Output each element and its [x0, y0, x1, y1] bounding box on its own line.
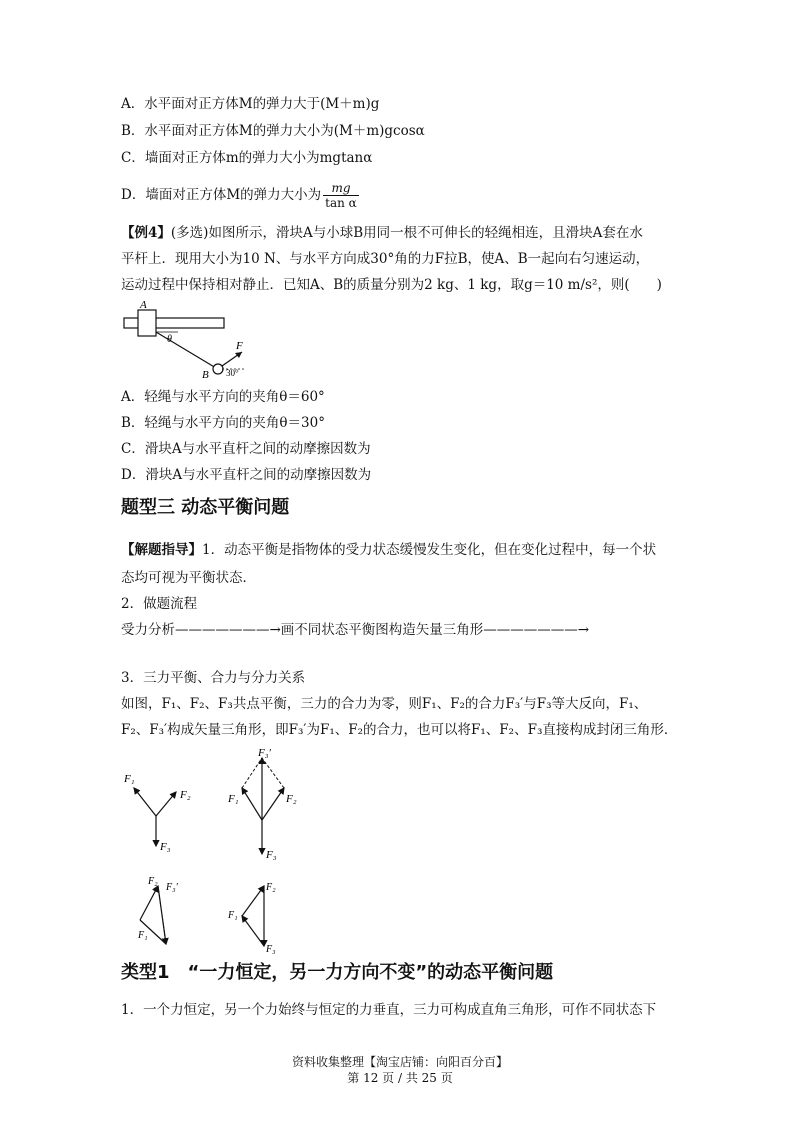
- label-f: F: [236, 340, 243, 352]
- fig3-label-f3p: F₃′: [166, 882, 178, 893]
- para1: 如图，F₁、F₂、F₃共点平衡，三力的合力为零，则F₁、F₂的合力F₃′与F₃等大反向，F₁、: [121, 696, 648, 712]
- example4-line2: 平杆上．现用大小为10 N、与水平方向成30°角的力F拉B，使A、B一起向右匀速运动，: [121, 251, 650, 267]
- vector-triangle-figure: [130, 872, 210, 954]
- label-theta: θ: [167, 334, 172, 345]
- guide-line2: 态均可视为平衡状态．: [121, 570, 256, 586]
- example4-line3: 运动过程中保持相对静止．已知A、B的质量分别为2 kg、1 kg，取g＝10 m/s²，则( ): [121, 277, 662, 293]
- example4-figure: [118, 296, 258, 384]
- fig1-label-f2: F₂: [180, 789, 191, 801]
- type1-line1: 1．一个力恒定，另一个力始终与恒定的力垂直，三力可构成直角三角形，可作不同状态下: [121, 1002, 657, 1018]
- closed-triangle-figure: [226, 874, 306, 956]
- step3: 3．三力平衡、合力与分力关系: [121, 670, 306, 686]
- resultant-figure: [222, 746, 322, 866]
- section-heading: 题型三 动态平衡问题: [121, 497, 290, 518]
- label-a: A: [140, 299, 147, 311]
- example4-tag: 【例4】: [121, 225, 171, 241]
- step2: 2．做题流程: [121, 596, 198, 612]
- page-number: 第 12 页 / 共 25 页: [347, 1071, 453, 1085]
- fig3-label-f2: F₂: [148, 876, 158, 887]
- fig4-label-f1: F₁: [228, 910, 238, 921]
- option-d-prev: [121, 181, 359, 210]
- para2: F₂、F₃′构成矢量三角形，即F₃′为F₁、F₂的合力，也可以将F₁、F₂、F₃直接构成封闭三角形．: [121, 722, 678, 738]
- fig3-label-f1: F₁: [138, 930, 148, 941]
- fig4-label-f2: F₂: [266, 882, 276, 893]
- fig2-label-f3: F₃: [266, 849, 277, 861]
- fig4-label-f3: F₃: [266, 944, 276, 955]
- footer-source: 资料收集整理【淘宝店铺：向阳百分百】: [291, 1055, 508, 1069]
- fig2-label-f2: F₂: [286, 793, 297, 805]
- guide-tag: 【解题指导】: [121, 542, 202, 558]
- option-b-prev: B．水平面对正方体M的弹力大小为(M＋m)gcosα: [121, 123, 425, 139]
- guide-line1: 【解题指导】1．动态平衡是指物体的受力状态缓慢发生变化，但在变化过程中，每一个状: [121, 542, 657, 558]
- example4-option-c: C．滑块A与水平直杆之间的动摩擦因数为: [121, 441, 371, 457]
- label-angle: 30°: [226, 368, 239, 378]
- option-a-prev: A．水平面对正方体M的弹力大于(M＋m)g: [121, 96, 380, 112]
- type1-heading: 类型1 “一力恒定，另一力方向不变”的动态平衡问题: [121, 962, 554, 983]
- example4-option-a: A．轻绳与水平方向的夹角θ＝60°: [121, 389, 325, 405]
- fraction: [323, 181, 359, 210]
- option-d-prefix: D．墙面对正方体M的弹力大小为: [121, 187, 322, 203]
- fraction-numerator: mg: [323, 181, 359, 196]
- fraction-denominator: tan α: [325, 196, 357, 210]
- option-c-prev: C．墙面对正方体m的弹力大小为mgtanα: [121, 150, 373, 166]
- fig2-label-f1: F₁: [228, 793, 239, 805]
- example4-option-b: B．轻绳与水平方向的夹角θ＝30°: [121, 415, 325, 431]
- label-b: B: [202, 369, 209, 381]
- fig1-label-f3: F₃: [160, 841, 171, 853]
- example4-option-d: D．滑块A与水平直杆之间的动摩擦因数为: [121, 467, 372, 483]
- fig2-label-f3p: F₃′: [258, 747, 271, 759]
- fig1-label-f1: F₁: [124, 773, 135, 785]
- flow-line: 受力分析———————→画不同状态平衡图构造矢量三角形———————→: [121, 622, 590, 638]
- example4-line1: 【例4】(多选)如图所示，滑块A与小球B用同一根不可伸长的轻绳相连，且滑块A套在水: [121, 225, 643, 241]
